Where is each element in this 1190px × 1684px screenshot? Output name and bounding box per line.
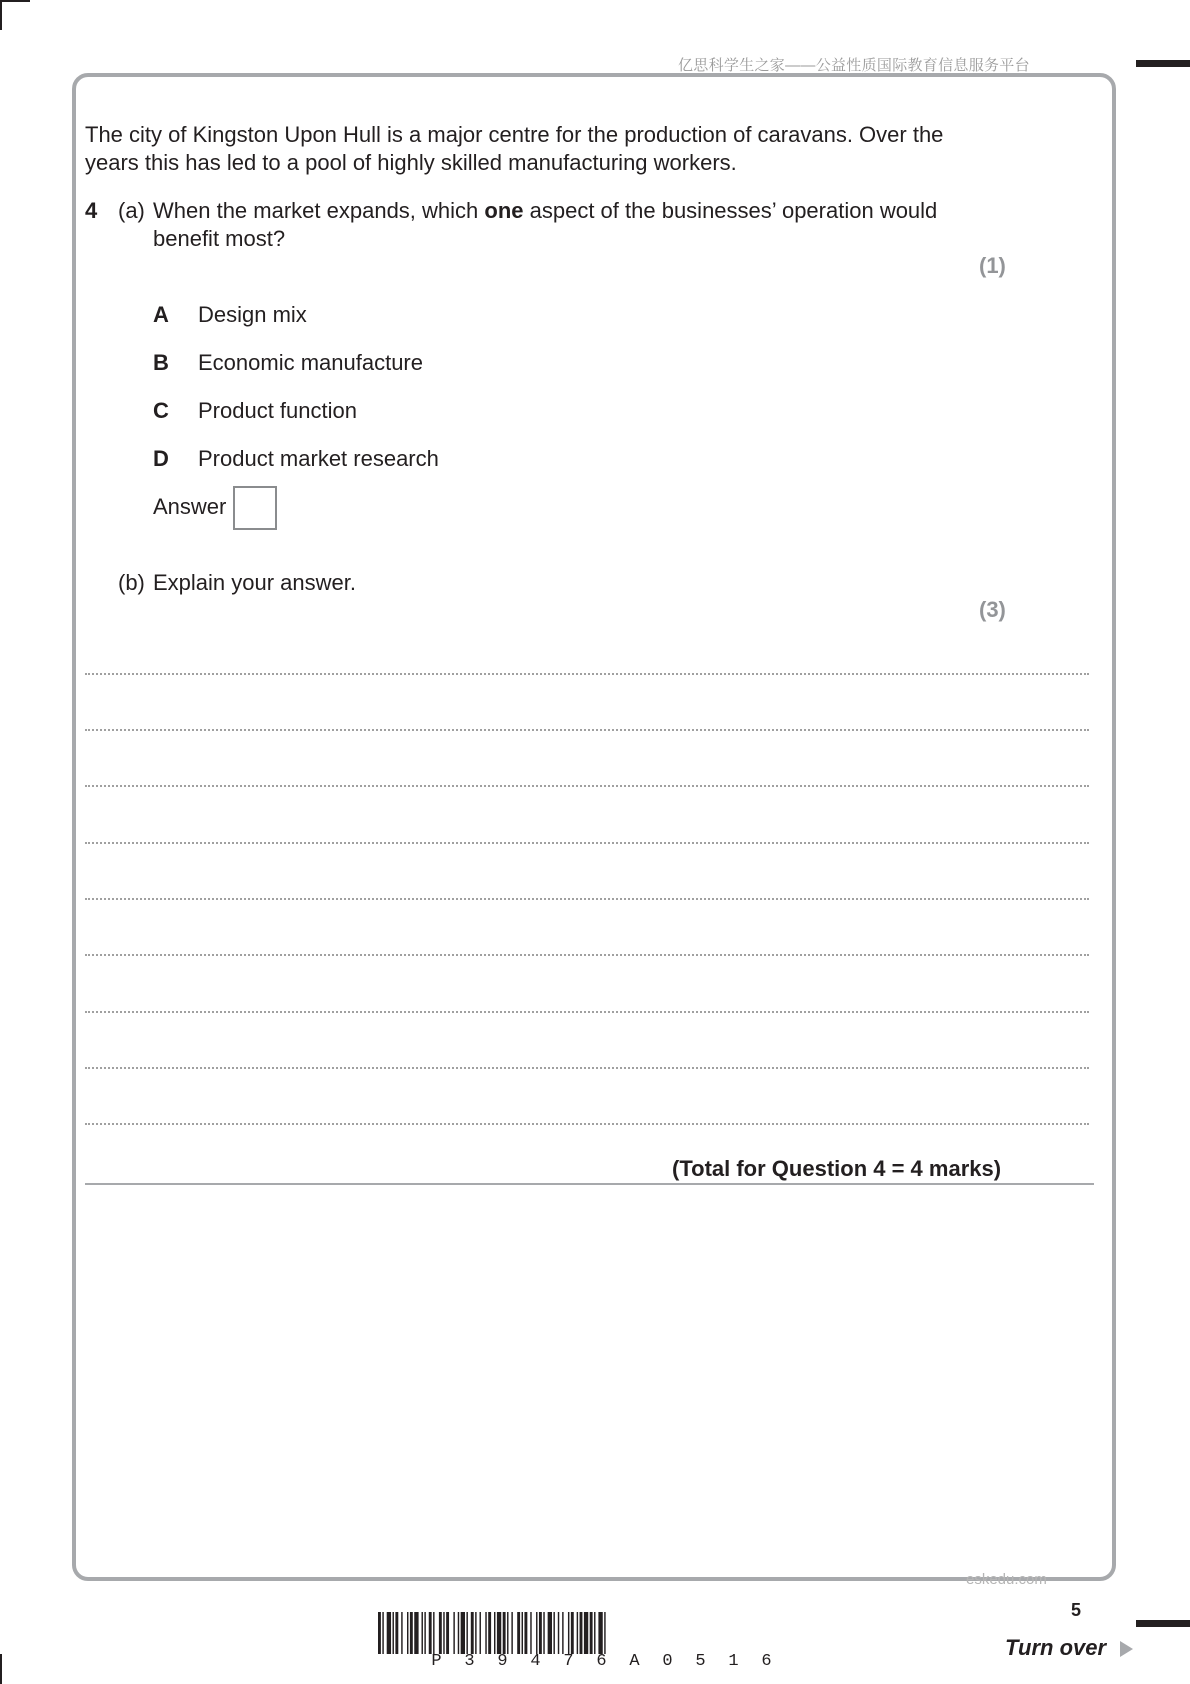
part-a-text-before: When the market expands, which (153, 198, 485, 223)
answer-line[interactable] (85, 1123, 1089, 1125)
answer-box[interactable] (233, 486, 277, 530)
barcode-icon (378, 1612, 810, 1654)
barcode-digit: 9 (497, 1652, 508, 1671)
barcode-digits (420, 1652, 783, 1671)
answer-line[interactable] (85, 1011, 1089, 1013)
intro-line-2: years this has led to a pool of highly skilled manufacturing workers. (85, 150, 737, 175)
answer-line[interactable] (85, 785, 1089, 787)
part-b-label: (b) (118, 570, 145, 595)
barcode-digit: 6 (596, 1652, 607, 1671)
watermark-header: 亿思科学生之家——公益性质国际教育信息服务平台 (678, 57, 1030, 74)
option-a-text: Design mix (198, 302, 307, 327)
barcode-digit: 0 (662, 1652, 673, 1671)
barcode-digit: 5 (695, 1652, 706, 1671)
page-number: 5 (1071, 1600, 1082, 1620)
option-b-letter: B (153, 350, 169, 375)
part-a-text-bold: one (484, 198, 524, 223)
part-a-marks: (1) (979, 253, 1006, 278)
answer-line[interactable] (85, 898, 1089, 900)
crop-mark-top-h (0, 0, 30, 2)
page-frame (72, 73, 1116, 1581)
question-number: 4 (85, 198, 98, 223)
watermark-footer: eskedu.com (966, 1571, 1047, 1588)
answer-label: Answer (153, 494, 227, 519)
answer-line[interactable] (85, 842, 1089, 844)
intro-line-1: The city of Kingston Upon Hull is a major centre for the production of caravans. Over the (85, 122, 944, 147)
barcode-digit: A (629, 1652, 640, 1671)
play-arrow-icon (1120, 1641, 1133, 1657)
answer-line[interactable] (85, 1067, 1089, 1069)
part-a-label: (a) (118, 198, 145, 223)
total-rule (85, 1183, 1094, 1185)
option-a-letter: A (153, 302, 169, 327)
barcode-digit: P (431, 1652, 442, 1671)
barcode-digit: 4 (530, 1652, 541, 1671)
turn-over-label: Turn over (1005, 1635, 1107, 1660)
option-b-text: Economic manufacture (198, 350, 423, 375)
question-total: (Total for Question 4 = 4 marks) (672, 1156, 1002, 1181)
side-bar-top (1136, 60, 1190, 67)
barcode-digit: 3 (464, 1652, 475, 1671)
crop-mark-top-v (0, 0, 2, 30)
answer-line[interactable] (85, 729, 1089, 731)
barcode-digit: 1 (728, 1652, 739, 1671)
part-a-question (153, 197, 937, 225)
answer-line[interactable] (85, 954, 1089, 956)
turn-over (1005, 1635, 1133, 1661)
option-d-text: Product market research (198, 446, 439, 471)
part-a-text-after: aspect of the businesses’ operation would (523, 198, 938, 223)
answer-line[interactable] (85, 673, 1089, 675)
part-b-marks: (3) (979, 597, 1006, 622)
part-a-question-line-2: benefit most? (153, 226, 286, 251)
crop-mark-bottom-v (0, 1654, 2, 1684)
option-c-text: Product function (198, 398, 357, 423)
part-b-question: Explain your answer. (153, 570, 356, 595)
side-bar-bottom (1136, 1620, 1190, 1627)
barcode-digit: 7 (563, 1652, 574, 1671)
option-c-letter: C (153, 398, 169, 423)
option-d-letter: D (153, 446, 169, 471)
barcode-digit: 6 (761, 1652, 772, 1671)
